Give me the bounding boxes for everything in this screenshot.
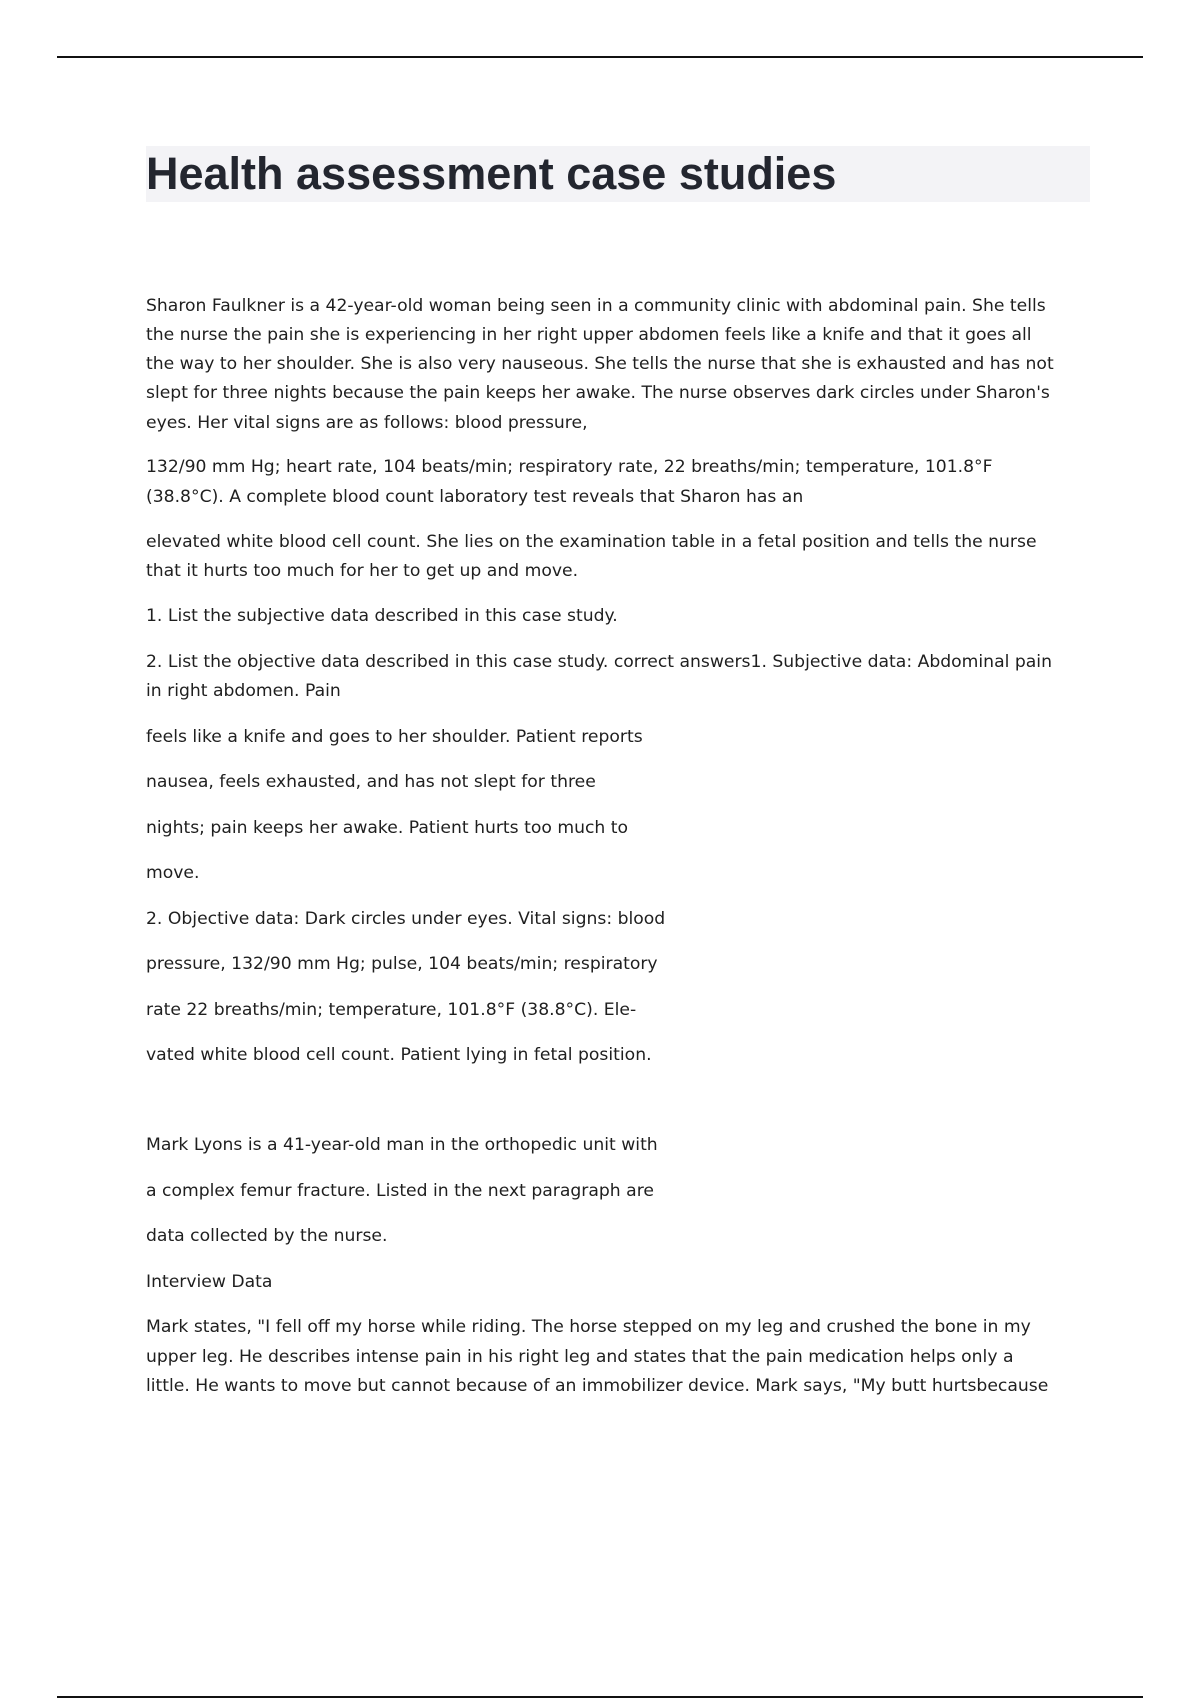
top-rule — [57, 56, 1143, 58]
paragraph-line: eyes. Her vital signs are as follows: blood pressure, — [146, 413, 588, 433]
paragraph-line: that it hurts too much for her to get up and move. — [146, 561, 579, 581]
paragraph-line: 132/90 mm Hg; heart rate, 104 beats/min; respiratory rate, 22 breaths/min; temperature, 101.8°F — [146, 457, 993, 477]
paragraph-line: slept for three nights because the pain keeps her awake. The nurse observes dark circles under Sharon's — [146, 383, 1050, 403]
answer-line: nights; pain keeps her awake. Patient hurts too much to — [146, 818, 629, 838]
answer-line: rate 22 breaths/min; temperature, 101.8°F (38.8°C). Ele- — [146, 1000, 637, 1020]
paragraph-line: Mark states, "I fell off my horse while riding. The horse stepped on my leg and crushed the bone in my — [146, 1317, 1031, 1337]
document-title: Health assessment case studies — [146, 148, 837, 199]
answer-line: nausea, feels exhausted, and has not slept for three — [146, 772, 596, 792]
paragraph-line: little. He wants to move but cannot because of an immobilizer device. Mark says, "My butt hurtsbecause — [146, 1376, 1049, 1396]
answer-line: feels like a knife and goes to her shoulder. Patient reports — [146, 727, 643, 747]
paragraph-line: (38.8°C). A complete blood count laboratory test reveals that Sharon has an — [146, 487, 804, 507]
answer-line: pressure, 132/90 mm Hg; pulse, 104 beats/min; respiratory — [146, 954, 658, 974]
answer-line: move. — [146, 863, 200, 883]
question-line: 2. List the objective data described in this case study. correct answers1. Subjective data: Abdominal pain — [146, 652, 1052, 672]
paragraph-line: Sharon Faulkner is a 42-year-old woman being seen in a community clinic with abdominal pain. She tells — [146, 296, 1046, 316]
paragraph-line: a complex femur fracture. Listed in the next paragraph are — [146, 1181, 654, 1201]
paragraph-line: elevated white blood cell count. She lies on the examination table in a fetal position and tells the nurse — [146, 532, 1037, 552]
question-line: 1. List the subjective data described in this case study. — [146, 606, 618, 626]
paragraph-line: the way to her shoulder. She is also very nauseous. She tells the nurse that she is exhausted and has not — [146, 354, 1054, 374]
answer-line: 2. Objective data: Dark circles under eyes. Vital signs: blood — [146, 909, 666, 929]
section-heading: Interview Data — [146, 1272, 273, 1292]
paragraph-line: upper leg. He describes intense pain in his right leg and states that the pain medication helps only a — [146, 1347, 1014, 1367]
bottom-rule — [57, 1696, 1143, 1698]
paragraph-line: data collected by the nurse. — [146, 1226, 388, 1246]
answer-line: vated white blood cell count. Patient lying in fetal position. — [146, 1045, 652, 1065]
paragraph-line: in right abdomen. Pain — [146, 681, 341, 701]
paragraph-line: Mark Lyons is a 41-year-old man in the orthopedic unit with — [146, 1135, 658, 1155]
paragraph-line: the nurse the pain she is experiencing in her right upper abdomen feels like a knife and that it goes all — [146, 325, 1032, 345]
